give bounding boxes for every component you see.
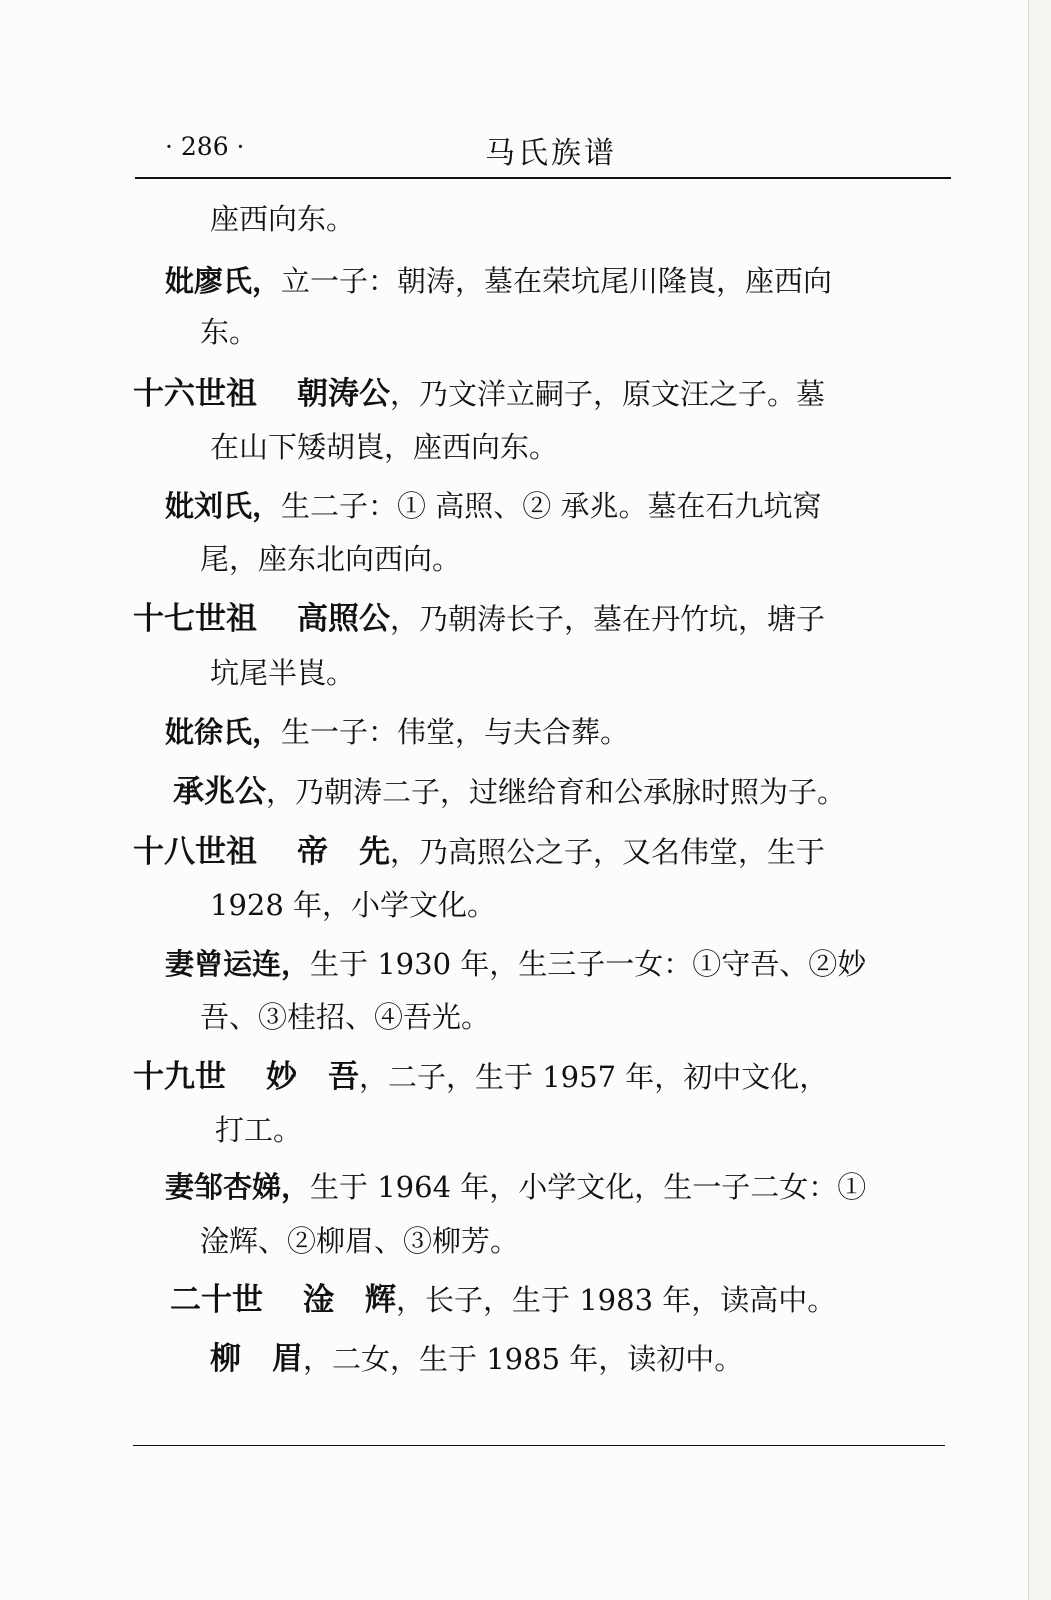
entry-line: [165, 487, 821, 525]
line-text: 淦辉、②柳眉、③柳芳。: [200, 1224, 520, 1258]
entry-text: 立一子：朝涛，墓在荣坑尾川隆崀，座西向: [281, 264, 833, 298]
text-line: [210, 200, 355, 238]
line-text: 1928 年，小学文化。: [210, 888, 497, 922]
line-text: 在山下矮胡崀，座西向东。: [210, 430, 559, 464]
book-title: 马氏族谱: [485, 136, 617, 171]
entry-text: ，乃高照公之子，又名伟堂，生于: [390, 835, 826, 869]
person-name: 妻曾运连，: [165, 947, 311, 981]
entry-text: 生二子：① 高照、② 承兆。墓在石九坑窝: [281, 489, 822, 523]
entry-line: [210, 1340, 743, 1378]
header-rule: [135, 177, 951, 179]
generation-line: [133, 600, 825, 638]
text-line: [210, 428, 558, 466]
generation-line: [133, 833, 825, 871]
generation-line: [133, 375, 825, 413]
generation-label: 十六世祖: [133, 376, 257, 412]
entry-text: 生于 1964 年，小学文化，生一子二女：①: [310, 1170, 867, 1204]
entry-line: [165, 262, 832, 300]
line-text: 尾，座东北向西向。: [200, 542, 462, 576]
text-line: [200, 998, 490, 1036]
person-name: 妣廖氏，: [165, 264, 282, 298]
line-text: 吾、③桂招、④吾光。: [200, 1000, 491, 1034]
entry-text: 生于 1930 年，生三子一女：①守吾、②妙: [310, 947, 867, 981]
generation-label: 十八世祖: [133, 834, 257, 870]
entry-text: ，长子，生于 1983 年，读高中。: [396, 1283, 837, 1317]
ancestor-name: 高照公: [297, 601, 390, 637]
line-text: 座西向东。: [210, 202, 356, 236]
entry-line: [165, 945, 866, 983]
page-number: · 286 ·: [165, 132, 245, 161]
line-text: 打工。: [215, 1113, 303, 1147]
generation-label: 二十世: [170, 1282, 263, 1318]
entry-line: [165, 1168, 866, 1206]
ancestor-name: 承兆公: [173, 774, 266, 810]
ancestor-name: 朝涛公: [297, 376, 390, 412]
entry-line: [173, 773, 846, 811]
entry-text: ，乃朝涛二子，过继给育和公承脉时照为子。: [266, 775, 847, 809]
entry-text: ，乃朝涛长子，墓在丹竹坑，塘子: [390, 602, 826, 636]
text-line: [210, 886, 496, 924]
descendant-name: 柳 眉: [210, 1341, 303, 1377]
page-header: [135, 120, 950, 178]
generation-line: [170, 1281, 836, 1319]
entry-text: 生一子：伟堂，与夫合葬。: [281, 715, 630, 749]
entry-text: ，乃文洋立嗣子，原文汪之子。墓: [390, 377, 826, 411]
ancestor-name: 妙 吾: [266, 1059, 359, 1095]
entry-line: [165, 713, 629, 751]
generation-label: 十七世祖: [133, 601, 257, 637]
entry-text: ，二子，生于 1957 年，初中文化，: [359, 1060, 829, 1094]
entry-text: ，二女，生于 1985 年，读初中。: [303, 1342, 744, 1376]
line-text: 东。: [200, 315, 259, 349]
footer-rule: [133, 1445, 945, 1446]
text-line: [200, 313, 258, 351]
text-line: [200, 1222, 519, 1260]
person-name: 妻邹杏娣，: [165, 1170, 311, 1204]
generation-line: [133, 1058, 828, 1096]
generation-label: 十九世: [133, 1059, 226, 1095]
page-edge: [1028, 0, 1051, 1600]
descendant-name: 淦 辉: [303, 1282, 396, 1318]
person-name: 妣徐氏，: [165, 715, 282, 749]
line-text: 坑尾半崀。: [210, 656, 356, 690]
person-name: 妣刘氏，: [165, 489, 282, 523]
text-line: [215, 1111, 302, 1149]
text-line: [210, 654, 355, 692]
ancestor-name: 帝 先: [297, 834, 390, 870]
text-line: [200, 540, 461, 578]
